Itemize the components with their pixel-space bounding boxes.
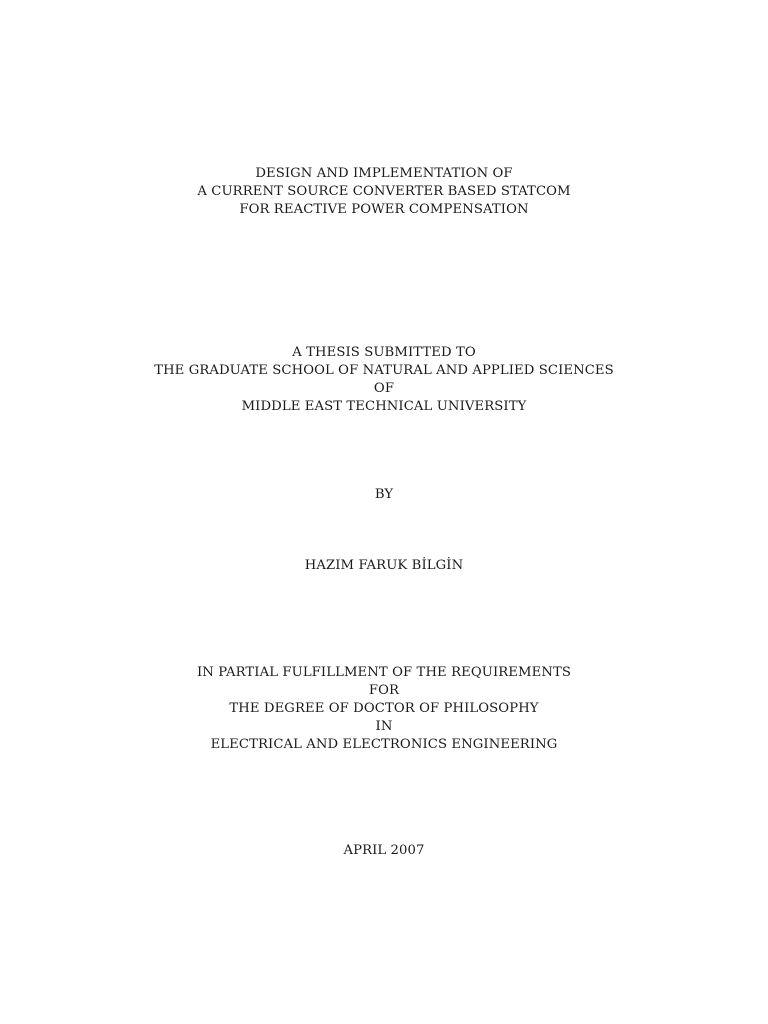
degree-line-4: IN bbox=[375, 719, 393, 734]
author-name bbox=[0, 557, 768, 575]
degree-line-3: THE DEGREE OF DOCTOR OF PHILOSOPHY bbox=[229, 701, 539, 716]
date-text: APRIL 2007 bbox=[343, 843, 425, 858]
degree-line-1: IN PARTIAL FULFILLMENT OF THE REQUIREMENTS bbox=[196, 665, 572, 680]
submission-date bbox=[0, 842, 768, 860]
by-text: BY bbox=[374, 487, 394, 502]
submission-statement bbox=[0, 344, 768, 416]
degree-line-5: ELECTRICAL AND ELECTRONICS ENGINEERING bbox=[210, 737, 558, 752]
thesis-title-line-3: FOR REACTIVE POWER COMPENSATION bbox=[239, 202, 529, 217]
submission-line-3: OF bbox=[373, 381, 395, 396]
degree-statement bbox=[0, 664, 768, 754]
submission-line-1: A THESIS SUBMITTED TO bbox=[292, 345, 476, 360]
submission-line-2: THE GRADUATE SCHOOL OF NATURAL AND APPLIED SCIENCES bbox=[154, 363, 614, 378]
thesis-title-line-2: A CURRENT SOURCE CONVERTER BASED STATCOM bbox=[197, 184, 571, 199]
by-label bbox=[0, 486, 768, 504]
thesis-title bbox=[0, 165, 768, 219]
author-text: HAZIM FARUK BİLGİN bbox=[304, 558, 464, 573]
degree-line-2: FOR bbox=[368, 683, 400, 698]
thesis-title-line-1: DESIGN AND IMPLEMENTATION OF bbox=[255, 166, 513, 181]
submission-line-4: MIDDLE EAST TECHNICAL UNIVERSITY bbox=[241, 399, 527, 414]
